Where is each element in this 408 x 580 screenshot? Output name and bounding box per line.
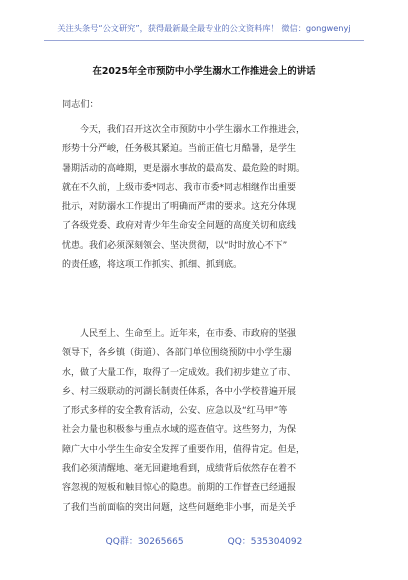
paragraph-line: 容忽视的短板和触目惊心的隐患。前期的工作督查已经通报 <box>62 483 297 494</box>
paragraph-line: 暑期活动的高峰期，更是溺水事故的最高发、最危险的时期。 <box>62 163 306 174</box>
paragraph-line: 了各级党委、政府对青少年生命安全问题的高度关切和底线 <box>62 221 297 232</box>
paragraph-line: 社会力量也积极参与重点水域的巡查值守。这些努力，为保 <box>62 425 297 436</box>
paragraph-line: 形势十分严峻，任务极其紧迫。当前正值七月酷暑，是学生 <box>62 144 297 155</box>
paragraph-line: 领导下，各乡镇（街道）、各部门单位围绕预防中小学生溺 <box>62 348 292 359</box>
document-title: 在2025年全市预防中小学生溺水工作推进会上的讲话 <box>92 66 316 77</box>
qq-number: QQ：535304092 <box>227 537 303 547</box>
footer-contact <box>0 536 408 548</box>
paragraph-line: 今天，我们召开这次全市预防中小学生溺水工作推进会， <box>62 125 306 135</box>
paragraph-line: 就在不久前，上级市委*同志、我市市委*同志相继作出重要 <box>62 182 297 193</box>
paragraph-line: 忧患。我们必须深刻领会、坚决贯彻，以“时时放心不下” <box>62 240 288 251</box>
paragraph-line: 乡、村三级联动的河湖长制责任体系，各中小学校普遍开展 <box>62 386 297 397</box>
qq-group-number: QQ群：30265665 <box>105 537 184 547</box>
paragraph-line: 人民至上、生命至上。近年来，在市委、市政府的坚强 <box>62 329 297 339</box>
header-divider <box>44 40 364 41</box>
paragraph-line: 批示，对防溺水工作提出了明确而严肃的要求。这充分体现 <box>62 202 297 213</box>
paragraph-line: 我们必须清醒地、毫无回避地看到，成绩背后依然存在着不 <box>62 464 297 475</box>
paragraph-line: 了形式多样的安全教育活动，公安、应急以及“红马甲”等 <box>62 406 288 417</box>
header-banner: 关注头条号“公文研究”，获得最新最全最专业的公文资料库！ 微信：gongwenyj <box>57 23 351 33</box>
paragraph-1 <box>62 121 352 275</box>
paragraph-2 <box>62 325 352 518</box>
paragraph-line: 水，做了大量工作，取得了一定成效。我们初步建立了市、 <box>62 367 297 378</box>
paragraph-line: 的责任感，将这项工作抓实、抓细、抓到底。 <box>62 260 243 271</box>
paragraph-line: 障广大中小学生生命安全发挥了重要作用，值得肯定。但是， <box>62 444 306 455</box>
salutation: 同志们： <box>62 99 99 110</box>
paragraph-line: 了我们当前面临的突出问题，这些问题绝非小事，而是关乎 <box>62 502 297 513</box>
